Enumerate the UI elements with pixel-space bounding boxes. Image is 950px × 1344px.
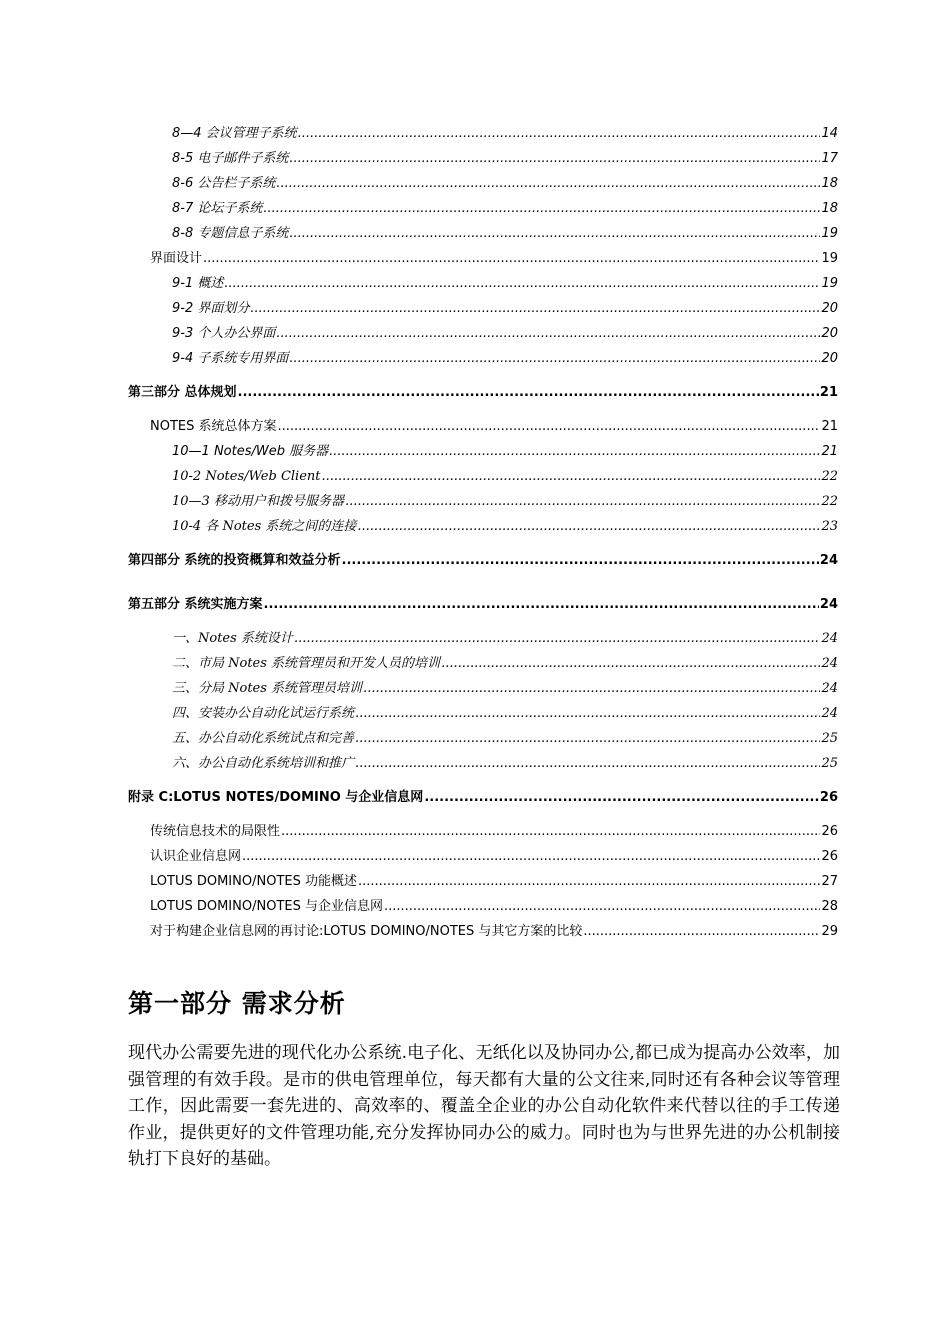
toc-entry[interactable] [128,271,838,296]
toc-leader-dots [298,121,821,146]
toc-leader-dots [355,726,820,751]
toc-entry-title: 传统信息技术的局限性 [150,824,281,839]
toc-entry[interactable] [128,514,838,539]
toc-entry[interactable] [128,171,838,196]
toc-leader-dots [289,221,820,246]
toc-entry[interactable] [128,844,838,869]
toc-leader-dots [358,869,820,894]
toc-entry-page: 26 [819,790,838,805]
toc-entry[interactable] [128,592,838,617]
toc-entry-title: 8-6 公告栏子系统 [172,176,276,191]
toc-leader-dots [203,246,820,271]
toc-entry[interactable] [128,414,838,439]
toc-spacer [128,405,838,414]
toc-entry-title: 界面设计 [150,251,203,266]
toc-entry-title: 二、市局 Notes 系统管理员和开发人员的培训 [172,656,441,671]
toc-entry-title: 10—1 Notes/Web 服务器 [172,444,329,459]
toc-entry-title: 六、办公自动化系统培训和推广 [172,756,355,771]
toc-entry[interactable] [128,121,838,146]
toc-entry-page: 19 [821,251,838,266]
toc-leader-dots [329,439,820,464]
toc-entry[interactable] [128,819,838,844]
toc-entry-title: 9-3 个人办公界面 [172,326,276,341]
toc-entry-page: 18 [821,176,838,191]
toc-spacer [128,617,838,626]
toc-entry-title: 第五部分 系统实施方案 [128,597,263,612]
toc-spacer [128,810,838,819]
toc-leader-dots [424,785,819,810]
toc-entry-page: 20 [821,351,838,366]
toc-entry-title: 五、办公自动化系统试点和完善 [172,731,355,746]
toc-entry-title: 第四部分 系统的投资概算和效益分析 [128,553,341,568]
toc-entry-page: 18 [821,201,838,216]
toc-leader-dots [238,380,819,405]
toc-entry-page: 25 [821,731,838,746]
toc-entry-title: 一、Notes 系统设计 [172,631,293,646]
toc-entry-page: 21 [819,385,838,400]
toc-entry-page: 27 [821,874,838,889]
toc-entry-title: 第三部分 总体规划 [128,385,237,400]
toc-entry[interactable] [128,894,838,919]
toc-entry-title: 10-4 各 Notes 系统之间的连接 [172,519,357,534]
toc-entry[interactable] [128,464,838,489]
toc-entry[interactable] [128,221,838,246]
table-of-contents [128,121,838,944]
toc-entry[interactable] [128,489,838,514]
toc-leader-dots [224,271,820,296]
toc-leader-dots [263,196,820,221]
toc-leader-dots [583,919,820,944]
toc-entry-title: 9-1 概述 [172,276,224,291]
toc-leader-dots [345,489,821,514]
toc-entry[interactable] [128,919,838,944]
toc-entry[interactable] [128,439,838,464]
toc-leader-dots [363,676,820,701]
toc-entry-title: 9-4 子系统专用界面 [172,351,289,366]
toc-spacer [128,776,838,785]
toc-entry-page: 21 [821,419,838,434]
toc-entry-title: 8-7 论坛子系统 [172,201,263,216]
toc-leader-dots [342,548,819,573]
toc-leader-dots [242,844,820,869]
toc-entry-page: 24 [821,681,838,696]
toc-entry-page: 25 [821,756,838,771]
toc-entry[interactable] [128,296,838,321]
toc-leader-dots [322,464,821,489]
toc-entry[interactable] [128,869,838,894]
toc-leader-dots [355,701,820,726]
toc-entry[interactable] [128,651,838,676]
toc-entry[interactable] [128,346,838,371]
toc-entry[interactable] [128,380,838,405]
toc-entry[interactable] [128,246,838,271]
toc-entry-page: 24 [821,631,838,646]
toc-entry-page: 23 [821,519,838,534]
toc-entry-page: 14 [821,126,838,141]
toc-entry-title: NOTES 系统总体方案 [150,419,277,434]
toc-leader-dots [289,146,820,171]
toc-entry-title: 8—4 会议管理子系统 [172,126,297,141]
toc-spacer [128,539,838,548]
toc-leader-dots [264,592,819,617]
toc-entry-title: LOTUS DOMINO/NOTES 功能概述 [150,874,357,889]
toc-leader-dots [276,321,820,346]
toc-entry-title: 10-2 Notes/Web Client [172,469,321,484]
toc-entry-page: 26 [821,824,838,839]
toc-entry[interactable] [128,146,838,171]
toc-entry-page: 19 [821,276,838,291]
toc-leader-dots [250,296,820,321]
toc-entry-title: 8-5 电子邮件子系统 [172,151,289,166]
section-paragraph: 现代办公需要先进的现代化办公系统.电子化、无纸化以及协同办公,都已成为提高办公效率，加强管理的有效手段。是市的供电管理单位，每天都有大量的公文往来,同时还有各种会议等管理工作，因此需要一套先进的、高效率的、覆盖全企业的办公自动化软件来代替以往的手工传递作业，提供更好的文件管理功能,充分发挥协同办公的威力。同时也为与世界先进的办公机制接轨打下良好的基础。 [128,1043,840,1169]
toc-leader-dots [441,651,820,676]
toc-entry-page: 24 [819,553,838,568]
toc-entry-page: 24 [821,656,838,671]
toc-entry-title: 9-2 界面划分 [172,301,250,316]
toc-spacer [128,371,838,380]
toc-entry[interactable] [128,196,838,221]
toc-entry-page: 22 [821,469,838,484]
toc-entry[interactable] [128,676,838,701]
toc-spacer [128,573,838,592]
toc-entry[interactable] [128,701,838,726]
toc-entry-page: 21 [821,444,838,459]
toc-entry-page: 22 [821,494,838,509]
toc-leader-dots [384,894,820,919]
toc-leader-dots [278,414,821,439]
toc-entry-title: 10—3 移动用户和拨号服务器 [172,494,344,509]
section-heading: 第一部分 需求分析 [128,989,346,1018]
toc-leader-dots [357,514,820,539]
toc-entry-title: LOTUS DOMINO/NOTES 与企业信息网 [150,899,383,914]
toc-entry-title: 四、安装办公自动化试运行系统 [172,706,355,721]
toc-leader-dots [281,819,820,844]
toc-entry[interactable] [128,785,838,810]
toc-entry-page: 19 [821,226,838,241]
toc-entry[interactable] [128,726,838,751]
toc-entry-page: 28 [821,899,838,914]
toc-leader-dots [355,751,820,776]
toc-entry-page: 20 [821,301,838,316]
toc-leader-dots [276,171,820,196]
toc-leader-dots [289,346,820,371]
toc-entry[interactable] [128,548,838,573]
toc-entry-title: 认识企业信息网 [150,849,242,864]
toc-entry-title: 对于构建企业信息网的再讨论:LOTUS DOMINO/NOTES 与其它方案的比较 [150,924,583,939]
toc-entry-page: 24 [821,706,838,721]
toc-entry-page: 17 [821,151,838,166]
toc-entry[interactable] [128,321,838,346]
toc-entry[interactable] [128,751,838,776]
toc-leader-dots [294,626,821,651]
toc-entry-title: 三、分局 Notes 系统管理员培训 [172,681,363,696]
toc-entry[interactable] [128,626,838,651]
toc-entry-title: 8-8 专题信息子系统 [172,226,289,241]
toc-entry-page: 24 [819,597,838,612]
toc-entry-page: 29 [821,924,838,939]
toc-entry-page: 26 [821,849,838,864]
toc-entry-title: 附录 C:LOTUS NOTES/DOMINO 与企业信息网 [128,790,424,805]
toc-entry-page: 20 [821,326,838,341]
